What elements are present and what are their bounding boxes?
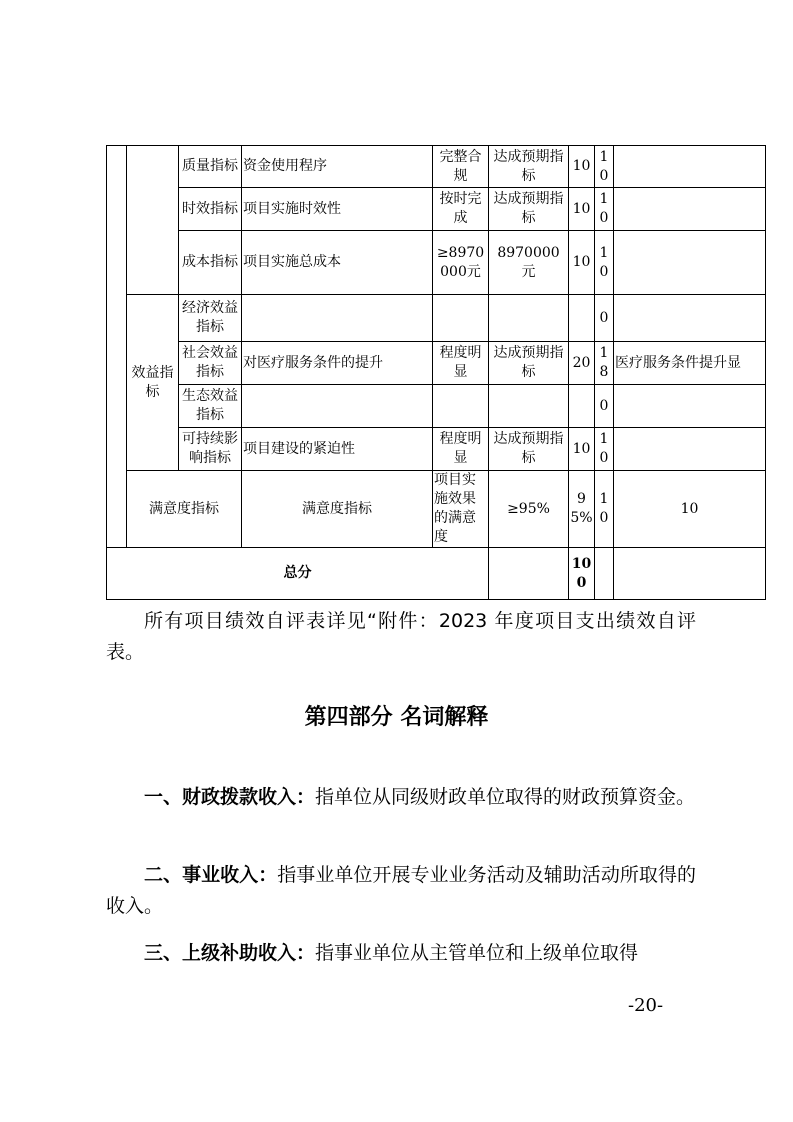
definition-text: 指事业单位从主管单位和上级单位取得	[315, 942, 639, 964]
definition-term: 二、事业收入：	[144, 864, 278, 886]
level3-cell: 满意度指标	[242, 471, 433, 548]
total-empty-cell	[614, 548, 766, 600]
table-row	[107, 428, 766, 471]
definition-term: 三、上级补助收入：	[144, 942, 316, 964]
total-empty-cell	[489, 548, 569, 600]
definition-term: 一、财政拨款收入：	[144, 786, 316, 808]
definition-text: 指单位从同级财政单位取得的财政预算资金。	[315, 786, 696, 808]
score-cell: 10	[595, 146, 614, 188]
definition-paragraph	[106, 782, 696, 813]
note-cell	[614, 231, 766, 295]
total-row	[107, 548, 766, 600]
indicator-name-cell: 资金使用程序	[242, 146, 433, 188]
level3-cell: 时效指标	[179, 188, 242, 231]
weight-cell: 20	[569, 342, 595, 385]
indicator-name-cell: 项目建设的紧迫性	[242, 428, 433, 471]
level3-cell: 质量指标	[179, 146, 242, 188]
note-cell	[614, 146, 766, 188]
level3-cell: 社会效益指标	[179, 342, 242, 385]
weight-cell: 10	[569, 188, 595, 231]
table-row	[107, 471, 766, 548]
score-cell: 10	[595, 428, 614, 471]
actual-cell: 95%	[569, 471, 595, 548]
weight-cell: 10	[569, 231, 595, 295]
definition-text: 指事业单位开展专业业务活动及辅助活动所取得的收入。	[106, 864, 696, 917]
score-cell: 0	[595, 385, 614, 428]
target-cell	[433, 295, 489, 342]
indicator-name-cell: 项目实施总成本	[242, 231, 433, 295]
score-cell: 10	[595, 188, 614, 231]
page-number: -20-	[628, 995, 664, 1016]
table-row	[107, 295, 766, 342]
indicator-name-cell: 对医疗服务条件的提升	[242, 342, 433, 385]
indicator-name-cell	[242, 295, 433, 342]
table-row	[107, 342, 766, 385]
total-label: 总分	[107, 548, 489, 600]
target-cell: ≥95%	[489, 471, 569, 548]
level3-cell: 生态效益指标	[179, 385, 242, 428]
weight-cell: 10	[569, 146, 595, 188]
note-cell	[614, 188, 766, 231]
actual-cell: 达成预期指标	[489, 146, 569, 188]
intro-paragraph: 所有项目绩效自评表详见“附件：2023 年度项目支出绩效自评表。	[106, 610, 696, 663]
definition-paragraph	[106, 938, 696, 969]
table-row	[107, 188, 766, 231]
table-row	[107, 146, 766, 188]
level1-cell	[107, 146, 127, 548]
target-cell	[433, 385, 489, 428]
indicator-name-cell: 项目实施效果的满意度	[433, 471, 489, 548]
definition-paragraph	[106, 860, 696, 922]
actual-cell: 8970000 元	[489, 231, 569, 295]
weight-cell	[569, 295, 595, 342]
note-cell: 医疗服务条件提升显	[614, 342, 766, 385]
score-cell: 0	[595, 295, 614, 342]
note-cell	[614, 295, 766, 342]
indicator-name-cell	[242, 385, 433, 428]
weight-cell: 10	[595, 471, 614, 548]
actual-cell: 达成预期指标	[489, 188, 569, 231]
weight-cell: 10	[569, 428, 595, 471]
performance-table	[106, 145, 766, 600]
weight-cell	[569, 385, 595, 428]
level2-cell: 满意度指标	[127, 471, 242, 548]
table-row	[107, 385, 766, 428]
target-cell: 按时完成	[433, 188, 489, 231]
score-cell: 18	[595, 342, 614, 385]
target-cell: ≥8970000元	[433, 231, 489, 295]
target-cell: 完整合规	[433, 146, 489, 188]
target-cell: 程度明显	[433, 342, 489, 385]
score-cell: 10	[595, 231, 614, 295]
level3-cell: 可持续影响指标	[179, 428, 242, 471]
actual-cell: 达成预期指标	[489, 342, 569, 385]
note-cell	[614, 385, 766, 428]
actual-cell	[489, 295, 569, 342]
level3-cell: 经济效益指标	[179, 295, 242, 342]
actual-cell	[489, 385, 569, 428]
target-cell: 程度明显	[433, 428, 489, 471]
level2-cell: 效益指标	[127, 295, 179, 471]
level3-cell: 成本指标	[179, 231, 242, 295]
section-title: 第四部分 名词解释	[304, 705, 489, 730]
level2-cell	[127, 146, 179, 295]
total-empty-cell	[595, 548, 614, 600]
total-value: 100	[569, 548, 595, 600]
actual-cell: 达成预期指标	[489, 428, 569, 471]
table-row	[107, 231, 766, 295]
score-cell: 10	[614, 471, 766, 548]
indicator-name-cell: 项目实施时效性	[242, 188, 433, 231]
note-cell	[614, 428, 766, 471]
